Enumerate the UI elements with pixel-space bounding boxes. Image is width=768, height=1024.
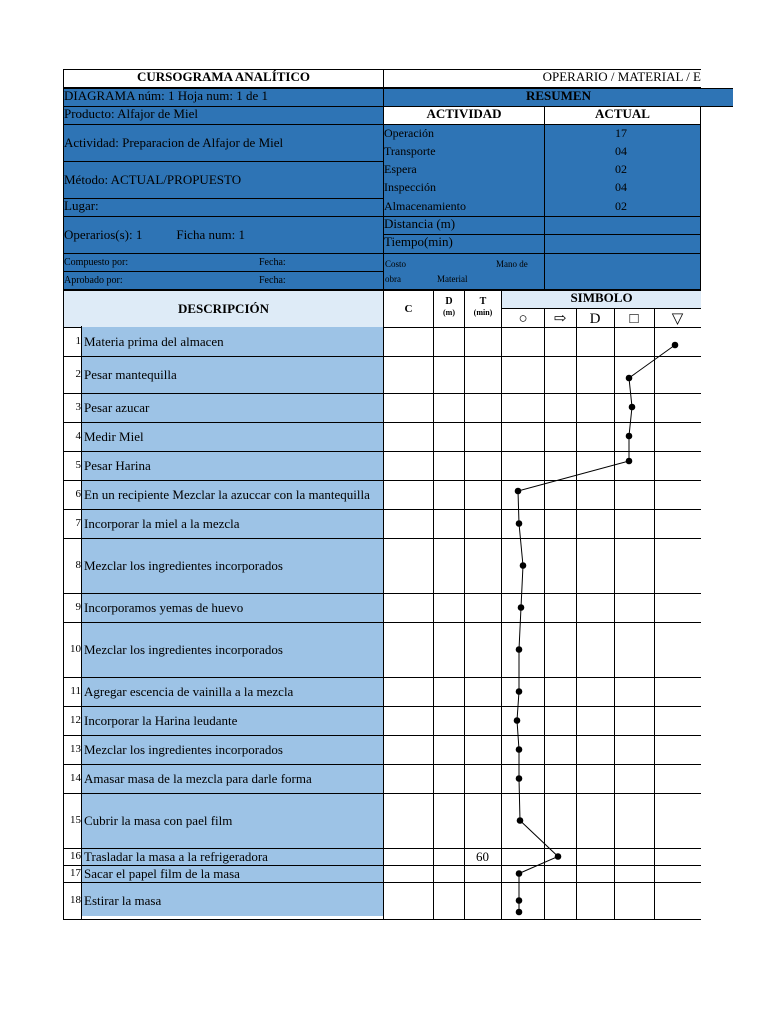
flow-point xyxy=(672,342,679,349)
flow-point xyxy=(555,853,562,860)
row-description: Incorporar la miel a la mezcla xyxy=(84,515,240,531)
flow-point xyxy=(516,870,523,877)
row-number: 4 xyxy=(75,429,81,442)
row-description: Pesar mantequilla xyxy=(84,366,177,382)
symbol-col-header-text: SIMBOLO xyxy=(570,290,633,305)
resumen-header-text: RESUMEN xyxy=(525,88,591,103)
flow-point xyxy=(514,717,521,724)
summary-label-almacenamiento: Almacenamiento xyxy=(384,199,466,213)
flow-point xyxy=(520,562,527,569)
row-number: 9 xyxy=(75,600,81,613)
row-number: 6 xyxy=(75,487,81,500)
t-col-header-text: T xyxy=(479,296,487,307)
product-info-text: Producto: Alfajor de Miel xyxy=(64,106,198,121)
summary-label-operacion: Operación xyxy=(384,126,434,140)
diagram-info-text: DIAGRAMA núm: 1 Hoja num: 1 de 1 xyxy=(64,88,269,103)
flow-point xyxy=(515,488,522,495)
sheet-title-text: CURSOGRAMA ANALÍTICO xyxy=(137,69,310,84)
summary-value-transporte: 04 xyxy=(615,144,627,158)
row-description: Agregar escencia de vainilla a la mezcla xyxy=(84,683,294,699)
row-number: 18 xyxy=(70,893,81,906)
type-options-text: OPERARIO / MATERIAL / E xyxy=(542,69,701,84)
flow-point xyxy=(626,375,633,382)
row-number: 3 xyxy=(75,400,81,413)
method-info-text: Método: ACTUAL/PROPUESTO xyxy=(64,171,242,187)
operation-icon: ○ xyxy=(518,311,528,327)
flow-point xyxy=(516,520,523,527)
flow-point xyxy=(626,458,633,465)
actual-col-header-text: ACTUAL xyxy=(595,106,650,121)
row-number: 10 xyxy=(70,642,81,655)
ficha-info-text: Ficha num: 1 xyxy=(176,226,245,242)
wait-icon: D xyxy=(589,311,601,327)
c-col-header-text: C xyxy=(404,302,413,315)
row-description: Trasladar la masa a la refrigeradora xyxy=(84,848,268,864)
description-col-header-text: DESCRIPCIÓN xyxy=(177,300,269,316)
row-description: Incorporar la Harina leudante xyxy=(84,712,238,728)
row-description: Materia prima del almacen xyxy=(84,333,224,349)
row-number: 8 xyxy=(75,558,81,571)
d-col-unit-text: (m) xyxy=(443,308,455,317)
summary-material-text: Material xyxy=(437,274,468,284)
row-description: Estirar la masa xyxy=(84,892,162,908)
row-number: 13 xyxy=(70,742,81,755)
summary-value-inspeccion: 04 xyxy=(615,180,627,194)
flow-point xyxy=(629,404,636,411)
transport-icon: ⇨ xyxy=(553,311,567,327)
row-number: 16 xyxy=(70,849,81,862)
summary-cost-text: Costo xyxy=(385,259,407,269)
d-col-header-text: D xyxy=(445,296,453,307)
row-description: Mezclar los ingredientes incorporados xyxy=(84,641,283,657)
row-number: 5 xyxy=(75,458,81,471)
row-time-value: 60 xyxy=(476,848,489,864)
summary-labor-text-2: obra xyxy=(385,274,401,284)
row-description: Mezclar los ingredientes incorporados xyxy=(84,557,283,573)
storage-icon: ▽ xyxy=(671,311,684,327)
summary-time-text: Tiempo(min) xyxy=(384,234,453,249)
row-description: Incorporamos yemas de huevo xyxy=(84,599,244,615)
row-description: Sacar el papel film de la masa xyxy=(84,865,240,881)
row-number: 12 xyxy=(70,713,81,726)
activity-info-text: Actividad: Preparacion de Alfajor de Miel xyxy=(64,134,284,150)
row-number: 17 xyxy=(70,866,81,879)
flow-point xyxy=(516,775,523,782)
row-number: 7 xyxy=(75,516,81,529)
flow-point xyxy=(516,746,523,753)
summary-labor-text: Mano de xyxy=(496,259,528,269)
composed-by-label: Compuesto por: xyxy=(64,257,129,268)
t-col-unit-text: (min) xyxy=(473,308,493,317)
flow-point xyxy=(626,433,633,440)
inspection-icon: □ xyxy=(629,311,639,327)
row-description: En un recipiente Mezclar la azuccar con la mantequilla xyxy=(84,486,370,502)
flow-point xyxy=(517,817,524,824)
row-description: Amasar masa de la mezcla para darle forma xyxy=(84,770,312,786)
composed-date-label: Fecha: xyxy=(259,257,286,268)
summary-distance-text: Distancia (m) xyxy=(384,216,456,231)
operators-info-text: Operarios(s): 1 xyxy=(64,226,143,242)
row-number: 1 xyxy=(75,334,81,347)
approved-by-label: Aprobado por: xyxy=(64,275,123,286)
summary-label-inspeccion: Inspección xyxy=(384,180,436,194)
summary-value-operacion: 17 xyxy=(615,126,627,140)
flow-point xyxy=(516,909,523,916)
row-description: Mezclar los ingredientes incorporados xyxy=(84,741,283,757)
flow-point xyxy=(516,897,523,904)
row-description: Medir Miel xyxy=(84,428,144,444)
flow-point xyxy=(518,604,525,611)
summary-value-espera: 02 xyxy=(615,162,627,176)
summary-label-transporte: Transporte xyxy=(384,144,436,158)
row-number: 2 xyxy=(75,367,81,380)
flow-path xyxy=(517,345,675,912)
flow-point xyxy=(516,688,523,695)
summary-value-almacenamiento: 02 xyxy=(615,199,627,213)
row-description: Pesar Harina xyxy=(84,457,151,473)
row-number: 11 xyxy=(70,684,81,697)
row-number: 15 xyxy=(70,813,81,826)
place-info-text: Lugar: xyxy=(64,198,99,213)
row-number: 14 xyxy=(70,771,81,784)
actividad-col-header-text: ACTIVIDAD xyxy=(426,106,502,121)
flow-point xyxy=(516,646,523,653)
approved-date-label: Fecha: xyxy=(259,275,286,286)
row-description: Pesar azucar xyxy=(84,399,150,415)
summary-label-espera: Espera xyxy=(384,162,417,176)
row-description: Cubrir la masa con pael film xyxy=(84,812,233,828)
